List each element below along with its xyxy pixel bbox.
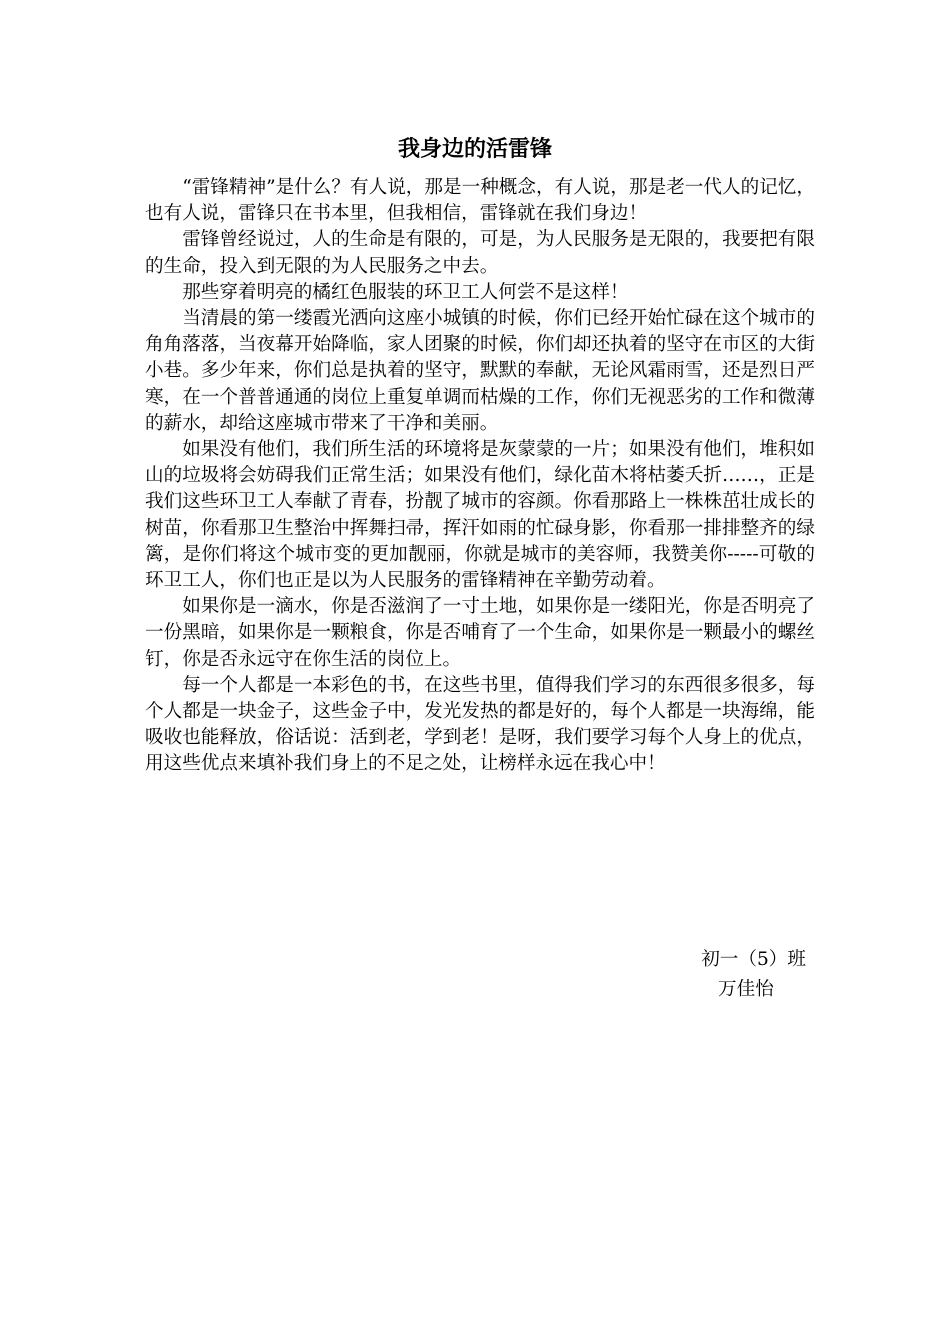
author-class: 初一（5）班 (701, 949, 806, 970)
signature-block (640, 945, 810, 1005)
paragraph: 那些穿着明亮的橘红色服装的环卫工人何尝不是这样！ (182, 281, 629, 303)
paragraph: 雷锋曾经说过，人的生命是有限的，可是，为人民服务是无限的，我要把有限的生命，投入到无限的为人民服务之中去。 (145, 229, 815, 277)
paragraph: 当清晨的第一缕霞光洒向这座小城镇的时候，你们已经开始忙碌在这个城市的角角落落，当夜幕开始降临，家人团聚的时候，你们却还执着的坚守在市区的大街小巷。多少年来，你们总是执着的坚守，默默的奉献，无论风霜雨雪，还是烈日严寒，在一个普普通通的岗位上重复单调而枯燥的工作，你们无视恶劣的工作和微薄的薪水，却给这座城市带来了干净和美丽。 (145, 308, 815, 434)
paragraph: 每一个人都是一本彩色的书，在这些书里，值得我们学习的东西很多很多，每个人都是一块金子，这些金子中，发光发热的都是好的，每个人都是一块海绵，能吸收也能释放，俗话说：活到老，学到老！是呀，我们要学习每个人身上的优点，用这些优点来填补我们身上的不足之处，让榜样永远在我心中！ (145, 674, 815, 775)
paragraph: 如果没有他们，我们所生活的环境将是灰蒙蒙的一片；如果没有他们，堆积如山的垃圾将会妨碍我们正常生活；如果没有他们，绿化苗木将枯萎夭折……，正是我们这些环卫工人奉献了青春，扮靓了城市的容颜。你看那路上一株株茁壮成长的树苗，你看那卫生整治中挥舞扫帚，挥汗如雨的忙碌身影，你看那一排排整齐的绿篱，是你们将这个城市变的更加靓丽，你就是城市的美容师，我赞美你-----可敬的环卫工人，你们也正是以为人民服务的雷锋精神在辛勤劳动着。 (145, 439, 815, 592)
paragraph: 如果你是一滴水，你是否滋润了一寸土地，如果你是一缕阳光，你是否明亮了一份黑暗，如果你是一颗粮食，你是否哺育了一个生命，如果你是一颗最小的螺丝钉，你是否永远守在你生活的岗位上。 (145, 596, 815, 670)
author-name: 万佳怡 (718, 979, 774, 1000)
essay-title: 我身边的活雷锋 (397, 137, 552, 162)
essay-body (145, 175, 815, 778)
paragraph: “雷锋精神”是什么？有人说，那是一种概念，有人说，那是老一代人的记忆，也有人说，雷锋只在书本里，但我相信，雷锋就在我们身边！ (145, 177, 815, 225)
